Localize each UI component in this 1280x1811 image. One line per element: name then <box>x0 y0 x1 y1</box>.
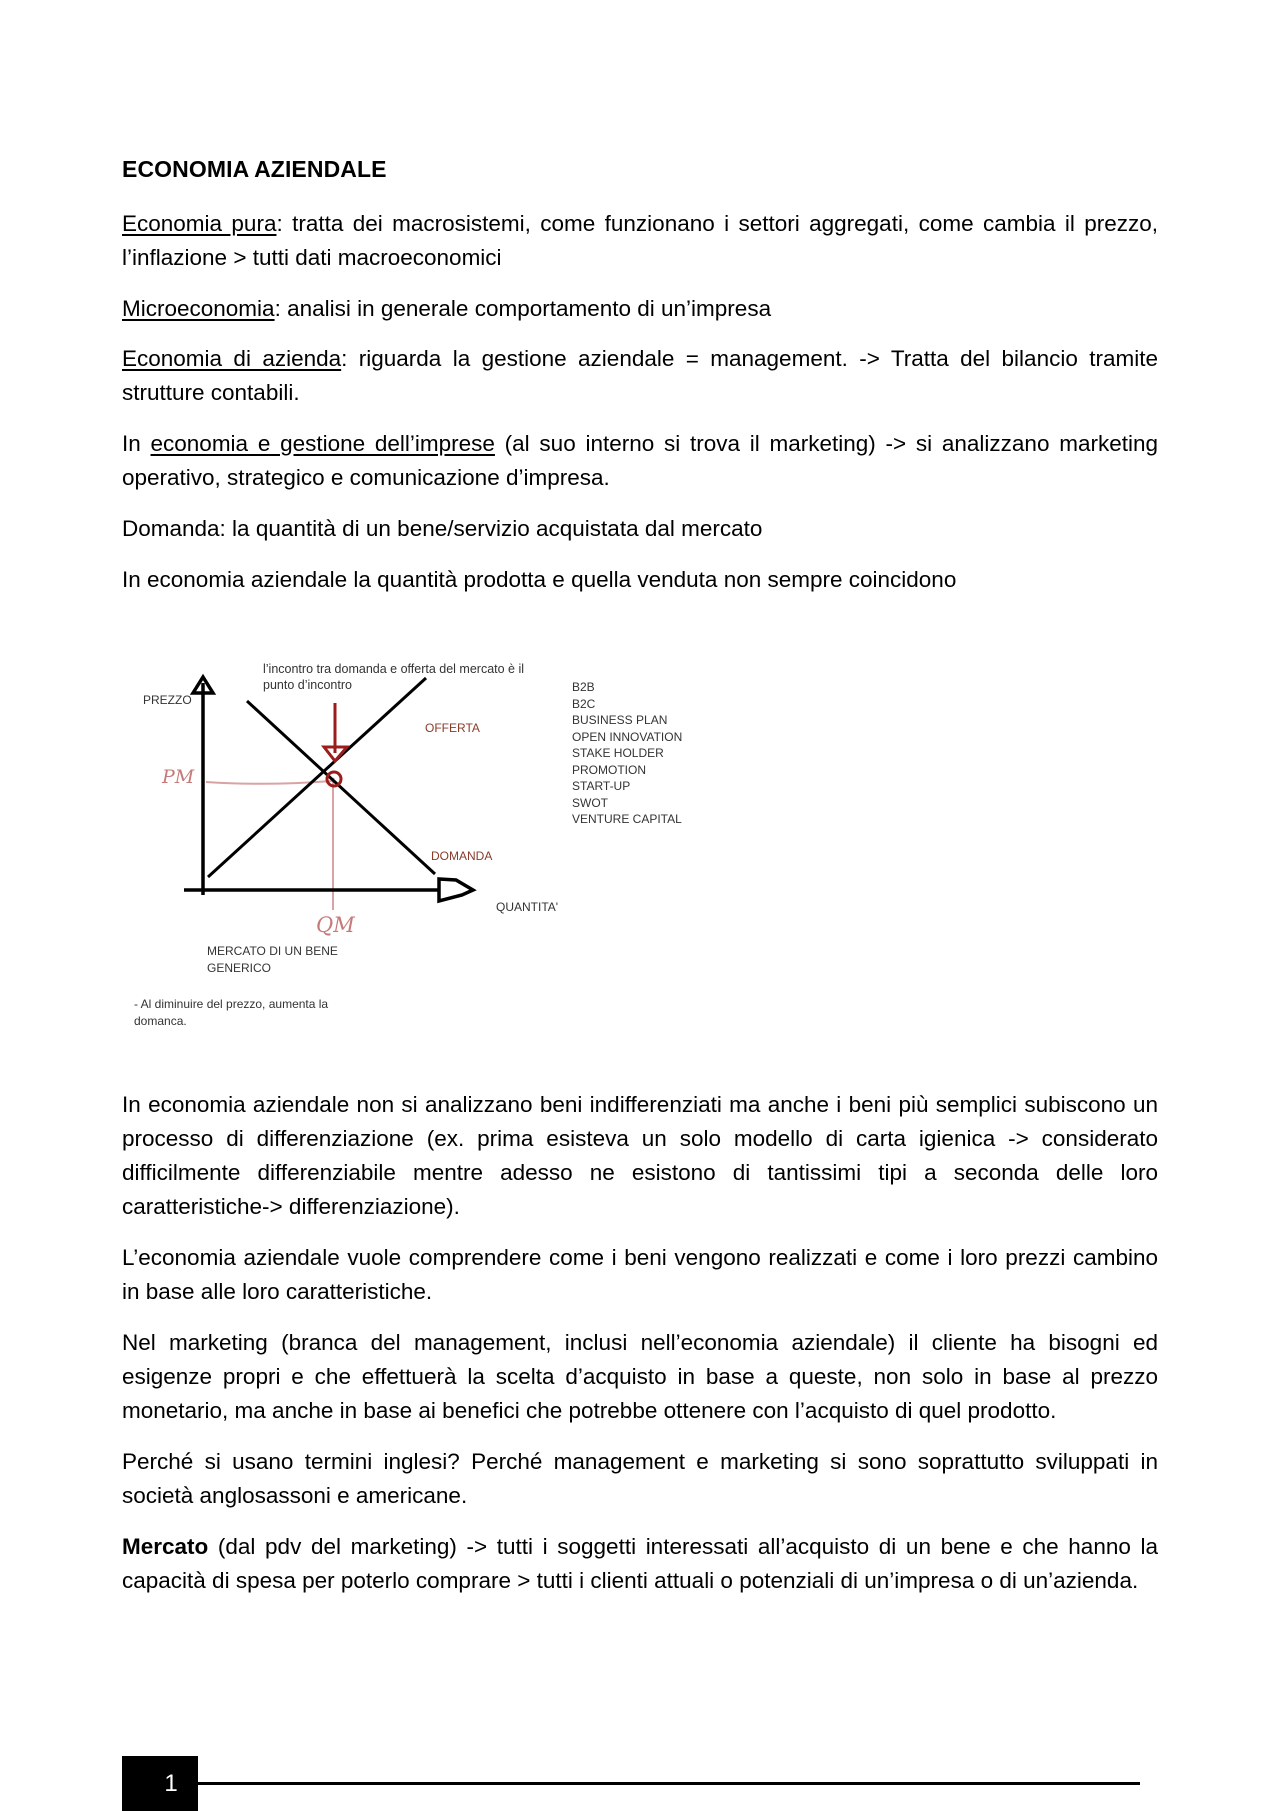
paragraph-quantita: In economia aziendale la quantità prodotta e quella venduta non sempre coincidono <box>122 567 957 592</box>
footer-rule <box>198 1782 1140 1785</box>
pm-label: PM <box>162 766 195 788</box>
list-item: PROMOTION <box>572 762 646 777</box>
supply-demand-figure <box>126 655 726 1035</box>
market-label: MERCATO DI UN BENE GENERICO <box>207 944 338 975</box>
list-item: B2B <box>572 680 595 694</box>
terms-list <box>572 679 682 828</box>
list-item: B2C <box>572 696 596 711</box>
paragraph-mercato <box>122 1530 1158 1598</box>
y-axis-label: PREZZO <box>143 693 192 707</box>
supply-line <box>208 678 426 877</box>
paragraph-text: : riguarda la gestione aziendale = management. -> Tratta del bilancio tramite strutture contabili. <box>122 346 1158 405</box>
x-axis-arrow-icon <box>439 879 473 901</box>
paragraph-economia-gestione <box>122 427 1158 495</box>
list-item: STAKE HOLDER <box>572 746 664 760</box>
term-economia-di-azienda: Economia di azienda <box>122 346 342 371</box>
list-item: START-UP <box>572 779 631 793</box>
term-microeconomia: Microeconomia <box>122 296 275 321</box>
paragraph-differenziazione: In economia aziendale non si analizzano beni indifferenziati ma anche i beni più semplici subiscono un processo di differenziazione (ex. prima esisteva un solo modello di carta igienica -> considerato difficilmente differenziabile mentre adesso ne esistono di tantissimi tipi a seconda delle loro caratteristiche-> differenziazione). <box>122 1092 1158 1219</box>
paragraph-economia-di-azienda <box>122 342 1158 410</box>
list-item: SWOT <box>572 795 608 810</box>
term-economia-pura: Economia pura <box>122 211 277 236</box>
list-item: BUSINESS PLAN <box>572 713 668 727</box>
x-axis-label: QUANTITA' <box>496 900 559 914</box>
figure-caption: l’incontro tra domanda e offerta del mercato è il punto d’incontro <box>263 662 525 692</box>
figure-note: - Al diminuire del prezzo, aumenta la domanca. <box>134 997 329 1028</box>
paragraph-text: (al suo interno si trova il marketing) -> si analizzano marketing operativo, strategico e comunicazione d’impresa. <box>122 431 1158 490</box>
page-number-box <box>122 1756 198 1811</box>
offerta-label: OFFERTA <box>425 721 480 735</box>
paragraph-termini-inglesi: Perché si usano termini inglesi? Perché management e marketing si sono soprattutto sviluppati in società anglosassoni e americane. <box>122 1449 1158 1508</box>
list-item: VENTURE CAPITAL <box>572 812 682 826</box>
paragraph-marketing: Nel marketing (branca del management, inclusi nell’economia aziendale) il cliente ha bisogni ed esigenze propri e che effettuerà la scelta d’acquisto in base a queste, non solo in base al prezzo monetario, ma anche in base ai benefici che potrebbe ottenere con l’acquisto di quel prodotto. <box>122 1330 1158 1423</box>
paragraph-economia-pura <box>122 207 1158 275</box>
page-number: 1 <box>164 1769 178 1797</box>
paragraph-economia-aziendale: L’economia aziendale vuole comprendere come i beni vengono realizzati e come i loro prezzi cambino in base alle loro caratteristiche. <box>122 1245 1158 1304</box>
list-item: OPEN INNOVATION <box>572 729 683 744</box>
paragraph-microeconomia <box>122 292 1158 326</box>
paragraph-text: : tratta dei macrosistemi, come funzionano i settori aggregati, come cambia il prezzo, l’inflazione > tutti dati macroeconomici <box>122 211 1159 270</box>
demand-line <box>247 701 435 874</box>
qm-label: QM <box>316 913 355 937</box>
document-title: ECONOMIA AZIENDALE <box>122 156 387 182</box>
domanda-label: DOMANDA <box>431 849 493 863</box>
term-economia-gestione: economia e gestione dell’imprese <box>150 431 495 456</box>
paragraph-text: (dal pdv del marketing) -> tutti i soggetti interessati all’acquisto di un bene e che hanno la capacità di spesa per poterlo comprare > tutti i clienti attuali o potenziali di un’impresa o di un’azienda. <box>122 1534 1158 1593</box>
paragraph-text-pre: In <box>122 431 151 456</box>
paragraph-text: : analisi in generale comportamento di un’impresa <box>274 296 772 321</box>
paragraph-domanda: Domanda: la quantità di un bene/servizio acquistata dal mercato <box>122 516 763 541</box>
term-mercato: Mercato <box>122 1534 209 1559</box>
